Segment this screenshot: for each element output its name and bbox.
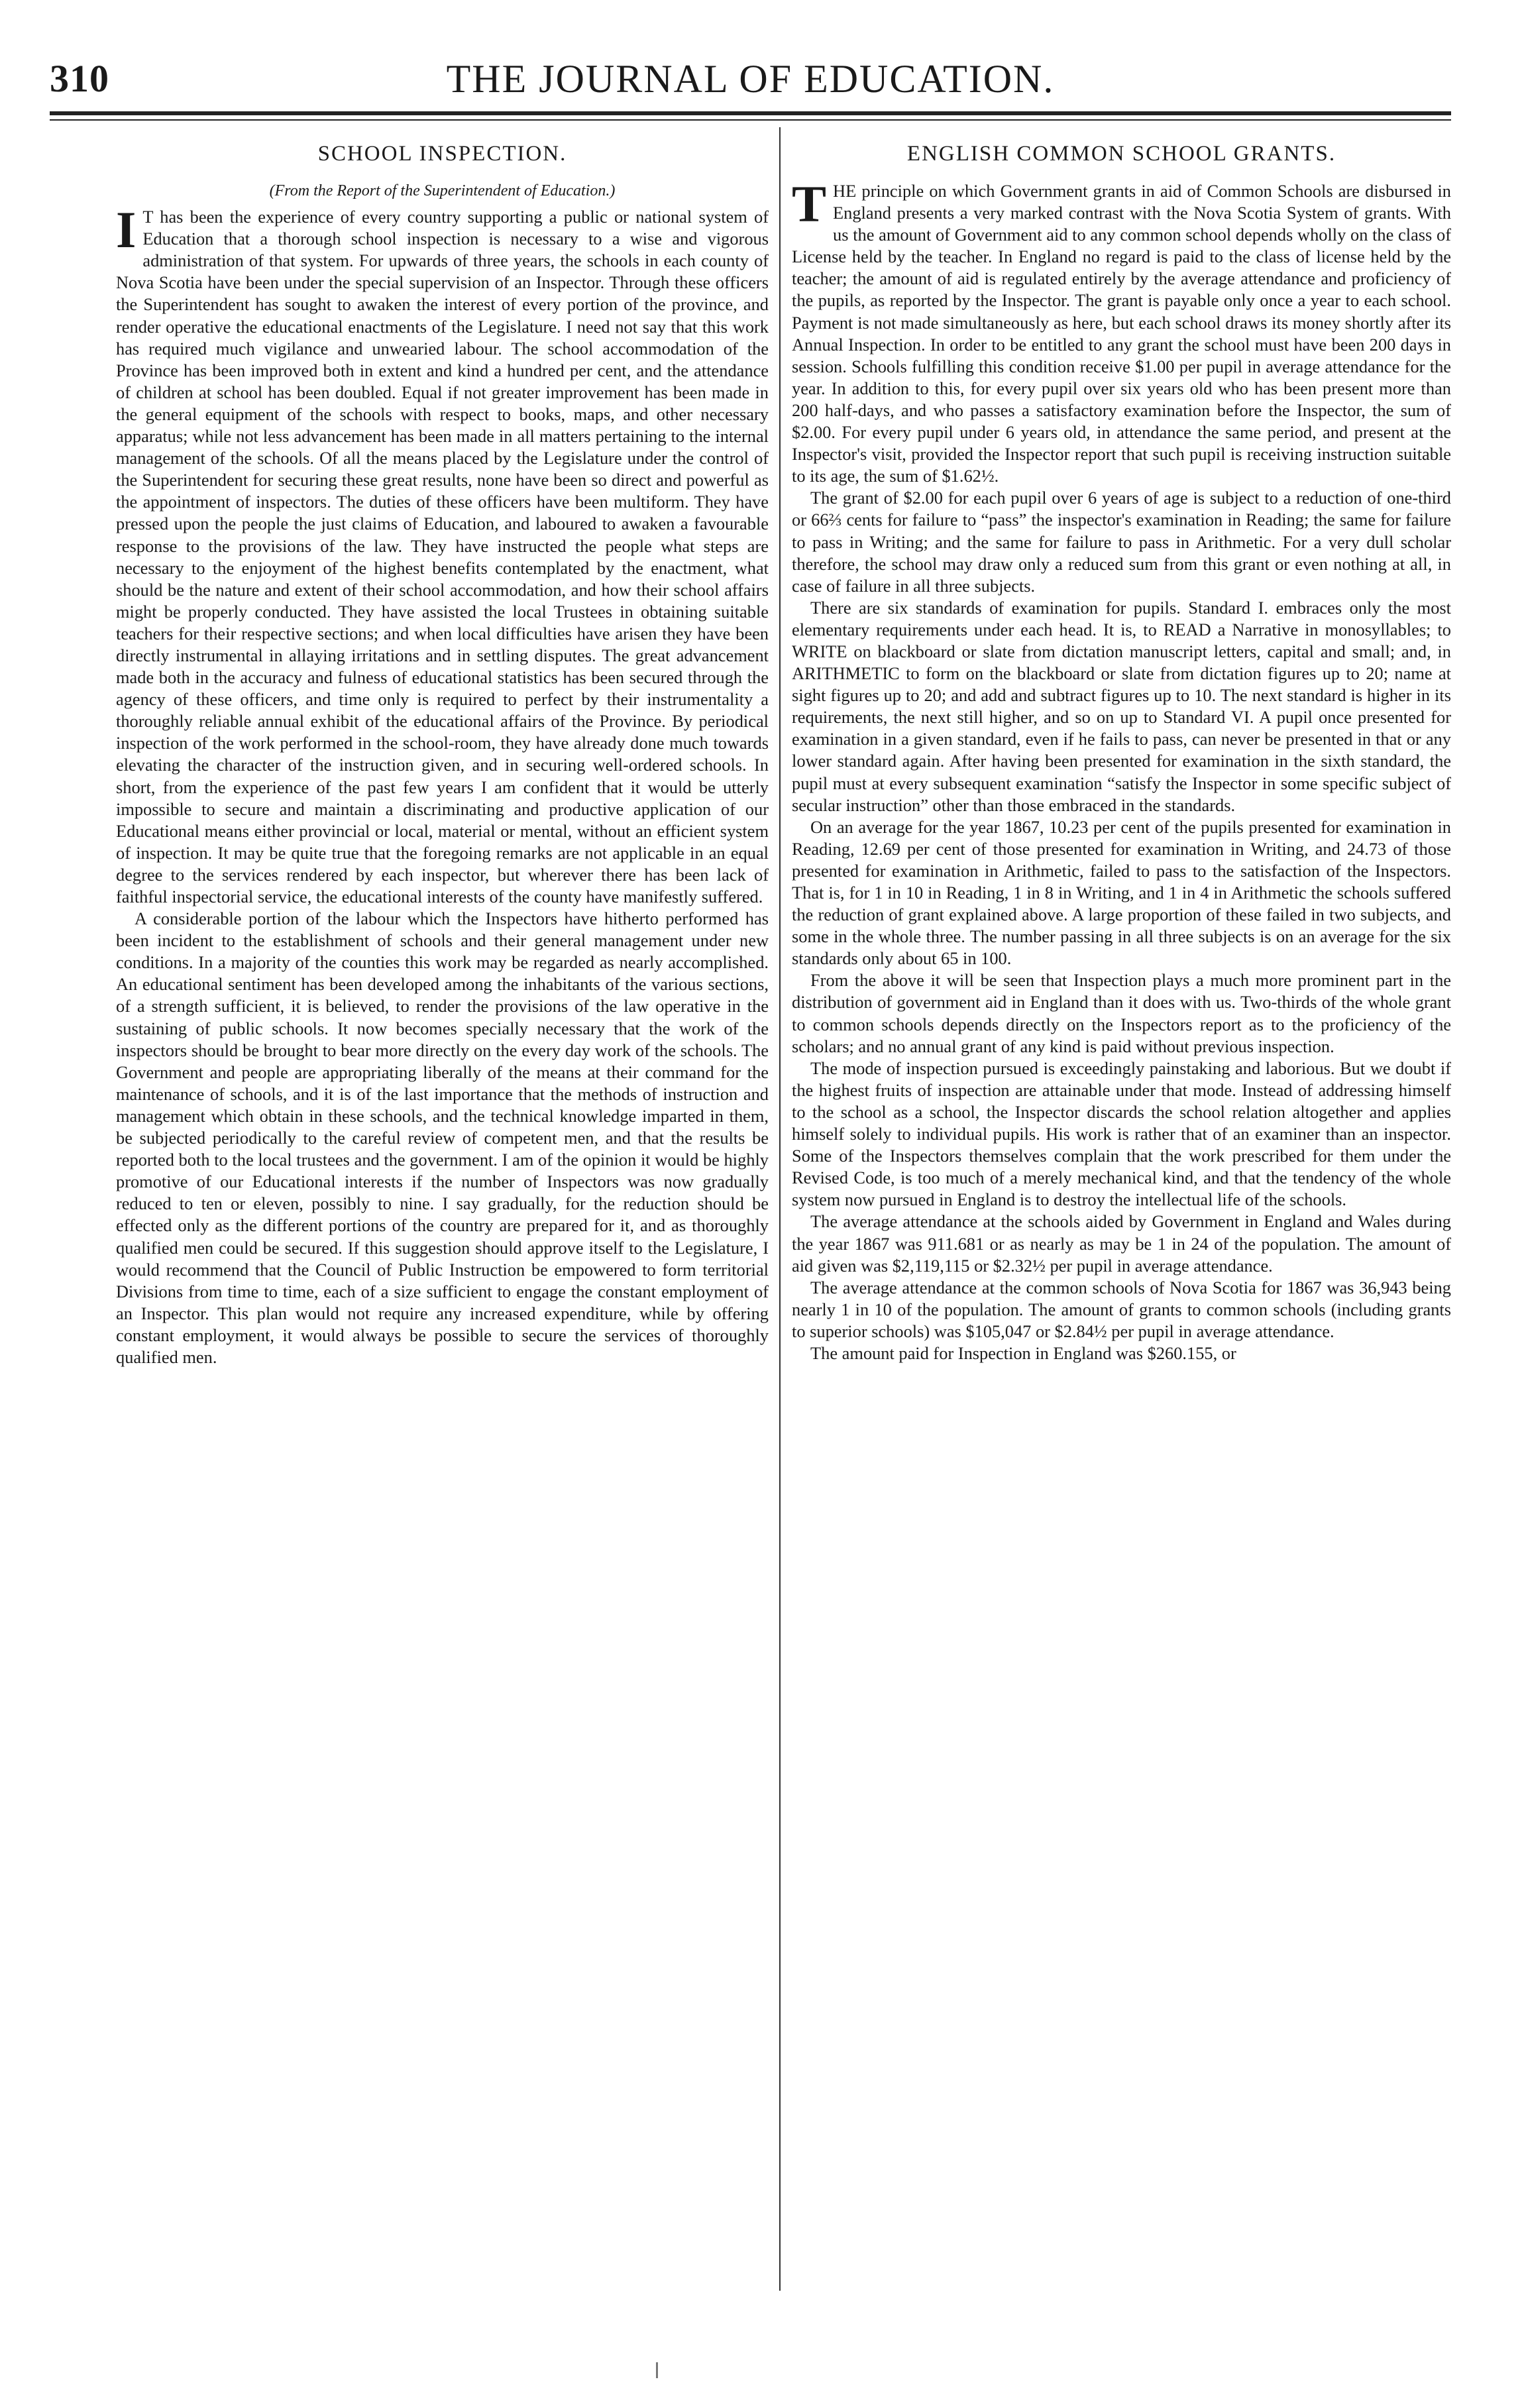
column-divider xyxy=(779,127,781,2291)
article-paragraph: A considerable portion of the labour which the Inspectors have hitherto performed has been incident to the establishment of schools and their general management under new conditions. In a majority of the counties this work may be regarded as nearly accomplished. An educational sentiment has been developed among the inhabitants of the various sections, of a strength sufficient, it is believed, to render the provisions of the law operative in the sustaining of public schools. It now becomes specially necessary that the work of the inspectors should be brought to bear more directly on the every day work of the schools. The Government and people are appropriating liberally of the means at their command for the maintenance of schools, and it is of the last importance that the methods of instruction and management which obtain in these schools, and the technical knowledge imparted in them, be subjected periodically to the careful review of competent men, and that the results be reported both to the local trustees and the government. I am of the opinion it would be highly promotive of our Educational interests if the number of Inspectors was now gradually reduced to ten or eleven, possibly to nine. I say gradually, for the reduction should be effected only as the different portions of the country are prepared for it, and as thoroughly qualified men could be secured. If this suggestion should approve itself to the Legislature, I would recommend that the Council of Public Instruction be empowered to form territorial Divisions from time to time, each of a size sufficient to engage the constant employment of an Inspector. This plan would not require any increased expenditure, while by offering constant employment, it would always be possible to secure the services of thoroughly qualified men. xyxy=(116,908,769,1367)
drop-cap: I xyxy=(116,201,136,259)
article-paragraph: The average attendance at the common schools of Nova Scotia for 1867 was 36,943 being nearly 1 in 10 of the population. The amount of grants to common schools (including grants to superior schools) was $105,047 or $2.84½ per pupil in average attendance. xyxy=(792,1277,1451,1341)
article-paragraph: From the above it will be seen that Inspection plays a much more prominent part in the distribution of government aid in England than it does with us. Two-thirds of the whole grant to common schools depends directly on the Inspectors report as to the proficiency of the scholars; and no annual grant of any kind is paid without previous inspection. xyxy=(792,970,1451,1056)
article-heading-english-common-school-grants: ENGLISH COMMON SCHOOL GRANTS. xyxy=(906,142,1336,166)
header-rule-thin xyxy=(50,119,1451,121)
article-paragraph: The average attendance at the schools aided by Government in England and Wales during the year 1867 was 911.681 or as nearly as may be 1 in 24 of the population. The amount of aid given was $2,119,115 or $2.32½ per pupil in average attendance. xyxy=(792,1211,1451,1276)
article-heading-school-inspection: SCHOOL INSPECTION. xyxy=(317,142,567,166)
journal-title: THE JOURNAL OF EDUCATION. xyxy=(446,57,1055,101)
paragraph-text: T has been the experience of every country supporting a public or national system of Education that a thorough school inspection is necessary to a wise and vigorous administration of that system. For upwards of three years, the schools in each county of Nova Scotia have been under the special supervision of an Inspector. Through these officers the Superintendent has sought to awaken the interest of every portion of the province, and render operative the educational enactments of the Legislature. I need not say that this work has required much vigilance and unwearied labour. The school accommodation of the Province has been improved both in extent and kind a hundred per cent, and the attendance of children at school has been doubled. Equal if not greater improvement has been made in the general equipment of the schools with respect to books, maps, and other necessary apparatus; while not less advancement has been made in all matters pertaining to the internal management of the schools. Of all the means placed by the Legislature under the control of the Superintendent for securing these great results, none have been so direct and powerful as the appointment of inspectors. The duties of these officers have been multiform. They have pressed upon the people the just claims of Education, and laboured to awaken a favourable response to the provisions of the law. They have instructed the people what steps are necessary to the enjoyment of the highest benefits contemplated by the enactment, what should be the nature and extent of their school accommodation, and how their school affairs might be properly conducted. They have assisted the local Trustees in obtaining suitable teachers for their respective sections; and when local difficulties have arisen they have been directly instrumental in allaying irritations and in settling disputes. The great advancement made both in the accuracy and fulness of educational statistics has been secured through the agency of these officers, and time only is required to perfect by their instrumentality a thoroughly reliable annual exhibit of the educational affairs of the Province. By periodical inspection of the work performed in the school-room, they have already done much towards elevating the character of the instruction given, and in securing well-ordered schools. In short, from the experience of the past few years I am confident that it would be utterly impossible to secure and maintain a discriminating and productive application of our Educational means either provincial or local, material or mental, without an efficient system of inspection. It may be quite true that the foregoing remarks are not applicable in an equal degree to the services rendered by each inspector, but wherever there has been lack of faithful inspectorial service, the educational interests of the county have manifestly suffered. xyxy=(116,207,769,906)
left-column xyxy=(116,133,769,2293)
source-note: (From the Report of the Superintendent of Education.) xyxy=(269,182,616,199)
article-paragraph xyxy=(116,201,769,908)
page-header xyxy=(50,56,1451,116)
article-paragraph xyxy=(792,175,1451,487)
article-paragraph: There are six standards of examination for pupils. Standard I. embraces only the most elementary requirements under each head. It is, to READ a Narrative in monosyllables; to WRITE on blackboard or slate from dictation manuscript letters, capital and small; and, in ARITHMETIC to form on the blackboard or slate from dictation figures up to 20; name at sight figures up to 20; and add and subtract figures up to 10. The next standard is higher in its requirements, the next still higher, and so on up to Standard VI. A pupil once presented for examination in a given standard, even if he fails to pass, can never be presented in that or any lower standard again. After having been presented for examination in the sixth standard, the pupil must at every subsequent examination “satisfy the Inspector in some specific subject of secular instruction” other than those embraced in the standards. xyxy=(792,597,1451,815)
page-number: 310 xyxy=(50,57,109,100)
article-paragraph: The grant of $2.00 for each pupil over 6 years of age is subject to a reduction of one-third or 66⅔ cents for failure to “pass” the inspector's examination in Reading; the same for failure to pass in Writing; and the same for failure to pass in Arithmetic. For a very dull scholar therefore, the school may draw only a reduced sum from this grant or even nothing at all, in case of failure in all three subjects. xyxy=(792,488,1451,596)
article-paragraph: The amount paid for Inspection in England was $260.155, or xyxy=(810,1342,1236,1363)
footer-mark xyxy=(656,2362,658,2378)
article-paragraph: On an average for the year 1867, 10.23 per cent of the pupils presented for examination in Reading, 12.69 per cent of those presented for examination in Writing, and 24.73 of those presented for examination in Arithmetic, failed to pass to the satisfaction of the Inspectors. That is, for 1 in 10 in Reading, 1 in 8 in Writing, and 1 in 4 in Arithmetic the schools suffered the reduction of grant explained above. A large proportion of these failed in two subjects, and some in the whole three. The number passing in all three subjects is on an average for the six standards only about 65 in 100. xyxy=(792,816,1451,969)
right-column xyxy=(792,133,1451,2293)
drop-cap: T xyxy=(792,175,827,233)
paragraph-text: HE principle on which Government grants in aid of Common Schools are disbursed in England presents a very marked contrast with the Nova Scotia System of grants. With us the amount of Government aid to any common school depends wholly on the class of License held by the teacher. In England no regard is paid to the class of license held by the teacher; the amount of aid is regulated entirely by the average attendance and proficiency of the pupils, as reported by the Inspector. The grant is payable only once a year to each school. Payment is not made simultaneously as here, but each school draws its money shortly after its Annual Inspection. In order to be entitled to any grant the school must have been 200 days in session. Schools fulfilling this condition receive $1.00 per pupil in average attendance for the year. In addition to this, for every pupil over six years old who has been present more than 200 half-days, and who passes a satisfactory examination before the Inspector, the sum of $2.00. For every pupil under 6 years old, in attendance the same period, and present at the Inspector's visit, provided the Inspector report that such pupil is receiving instruction suitable to its age, the sum of $1.62½. xyxy=(792,181,1451,486)
article-paragraph: The mode of inspection pursued is exceedingly painstaking and laborious. But we doubt if the highest fruits of inspection are attainable under that mode. Instead of addressing himself to the school as a school, the Inspector discards the school relation altogether and applies himself solely to individual pupils. His work is rather that of an examiner than an inspector. Some of the Inspectors themselves complain that the work prescribed for them under the Revised Code, is too much of a merely mechanical kind, and that the tendency of the whole system now pursued in England is to destroy the intellectual life of the schools. xyxy=(792,1058,1451,1210)
header-rule-thick xyxy=(50,111,1451,115)
